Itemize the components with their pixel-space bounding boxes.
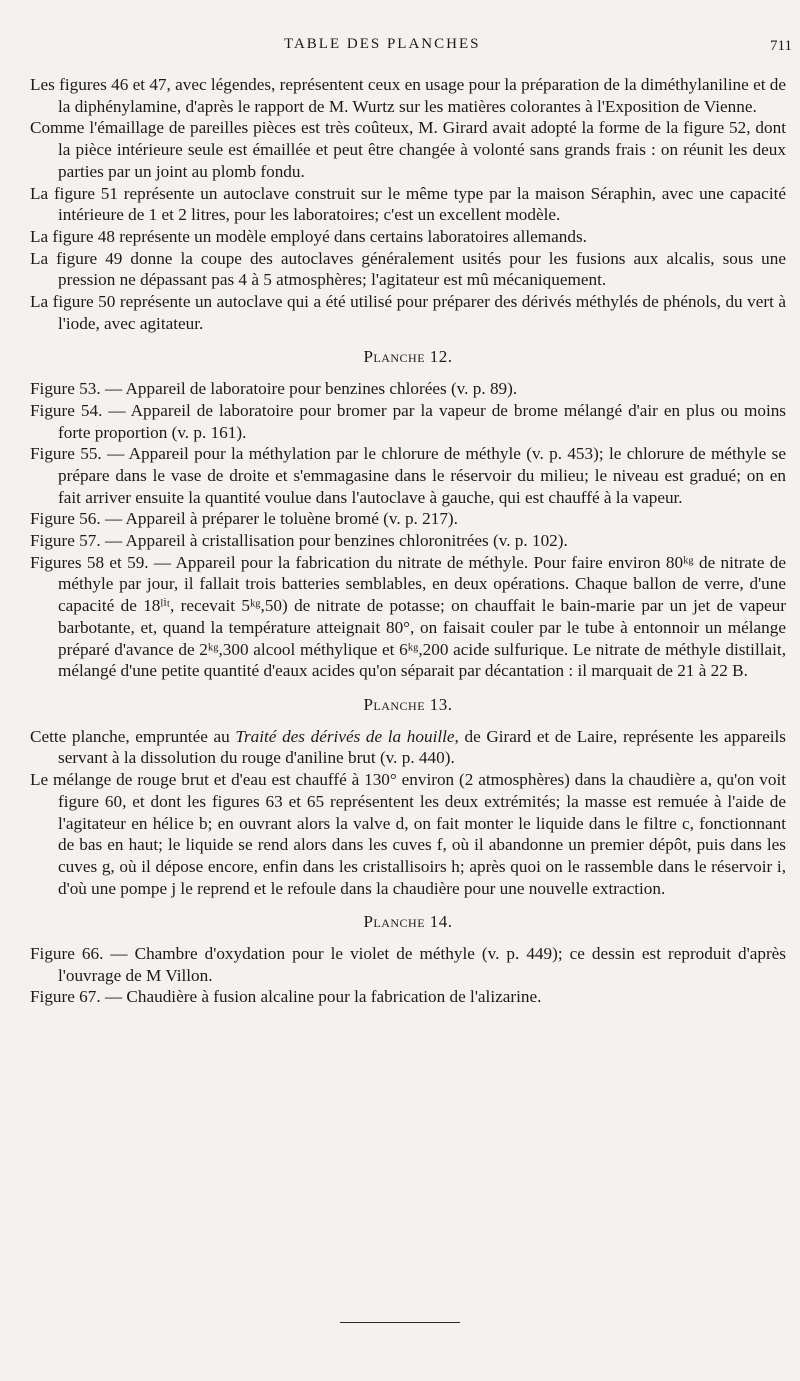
page-number: 711 [770,38,792,54]
figure-entry: Figure 67. — Chaudière à fusion alcaline pour la fabrication de l'alizarine. [30,987,542,1007]
figure-entry: Figure 56. — Appareil à préparer le toluène bromé (v. p. 217). [30,509,458,529]
book-title: Traité des dérivés de la houille [235,726,455,746]
figure-entry: Figure 66. — Chambre d'oxydation pour le violet de méthyle (v. p. 449); ce dessin est reproduit d'après l'ouvrage de M Villon. [30,944,786,985]
running-title: TABLE DES PLANCHES [284,36,481,52]
figure-entry: Figure 54. — Appareil de laboratoire pour bromer par la vapeur de brome mélangé d'air en plus ou moins forte proportion (v. p. 161). [30,400,786,442]
section-heading-planche-12: Planche 12. [363,347,453,367]
figure-entry: Figure 57. — Appareil à cristallisation pour benzines chloronitrées (v. p. 102). [30,531,568,551]
figure-entry: Figure 55. — Appareil pour la méthylation par le chlorure de méthyle (v. p. 453); le chlorure de méthyle se prépare dans le vase de droite et s'emmagasine dans le réservoir du milieu; le niveau est gradué; on en fait arriver ensuite la quantité voulue dans l'autoclave à gauche, qui est chauffé à la vapeur. [30,444,786,507]
paragraph [30,726,786,769]
figure-entry: Figures 58 et 59. — Appareil pour la fabrication du nitrate de méthyle. Pour faire environ 80ᵏᵍ de nitrate de méthyle par jour, il fallait trois batteries semblables, en deux opérations. Chaque ballon de verre, d'une capacité de 18ˡⁱᵗ, recevait 5ᵏᵍ,50) de nitrate de potasse; on chauffait le bain-marie par un jet de vapeur barbotante, et, quand la température atteignait 80°, on faisait couler par le tube à entonnoir un mélange préparé d'avance de 2ᵏᵍ,300 alcool méthylique et 6ᵏᵍ,200 acide sulfurique. Le nitrate de méthyle distillait, mélangé d'une petite quantité d'eaux acides qu'on séparait par décantation : il marquait de 21 à 22 B. [30,552,786,681]
section-heading-planche-14: Planche 14. [363,912,453,932]
paragraph: La figure 51 représente un autoclave construit sur le même type par la maison Séraphin, avec une capacité intérieure de 1 et 2 litres, pour les laboratoires; c'est un excellent modèle. [30,183,786,225]
paragraph: La figure 49 donne la coupe des autoclaves généralement usités pour les fusions aux alcalis, sous une pression ne dépassant pas 4 à 5 atmosphères; l'agitateur est mû mécaniquement. [30,248,786,290]
text-span: , de Girard et de Laire, représente les appareils servant à la dissolution du rouge d'aniline brut (v. p. 440). [58,726,786,768]
paragraph: La figure 48 représente un modèle employé dans certains laboratoires allemands. [30,226,587,246]
paragraph: Le mélange de rouge brut et d'eau est chauffé à 130° environ (2 atmosphères) dans la chaudière a, qu'on voit figure 60, et dont les figures 63 et 65 représentent les deux extrémités; la masse est remuée à l'aide de l'agitateur en hélice b; en ouvrant alors la valve d, on fait monter le liquide dans le filtre c, fonctionnant de bas en haut; le liquide se rend alors dans les cuves f, où il abandonne un premier dépôt, puis dans les cuves g, où il dépose encore, enfin dans les cristallisoirs h; après quoi on le rassemble dans le réservoir i, d'où une pompe j le reprend et le refoule dans la chaudière pour une nouvelle extraction. [30,770,786,898]
body-text [30,74,786,1008]
paragraph: La figure 50 représente un autoclave qui a été utilisé pour préparer des dérivés méthylés de phénols, du vert à l'iode, avec agitateur. [30,292,786,333]
paragraph: Les figures 46 et 47, avec légendes, représentent ceux en usage pour la préparation de la diméthylaniline et de la diphénylamine, d'après le rapport de M. Wurtz sur les matières colorantes à l'Exposition de Vienne. [30,75,786,116]
text-span: Cette planche, empruntée au [30,726,236,746]
paragraph: Comme l'émaillage de pareilles pièces est très coûteux, M. Girard avait adopté la forme de la figure 52, dont la pièce intérieure seule est émaillée et peut être changée à volonté sans grands frais : on réunit les deux parties par un joint au plomb fondu. [30,118,786,181]
figure-entry: Figure 53. — Appareil de laboratoire pour benzines chlorées (v. p. 89). [30,379,518,399]
page-header [0,36,800,58]
section-heading-planche-13: Planche 13. [363,694,453,714]
end-rule [340,1322,460,1323]
